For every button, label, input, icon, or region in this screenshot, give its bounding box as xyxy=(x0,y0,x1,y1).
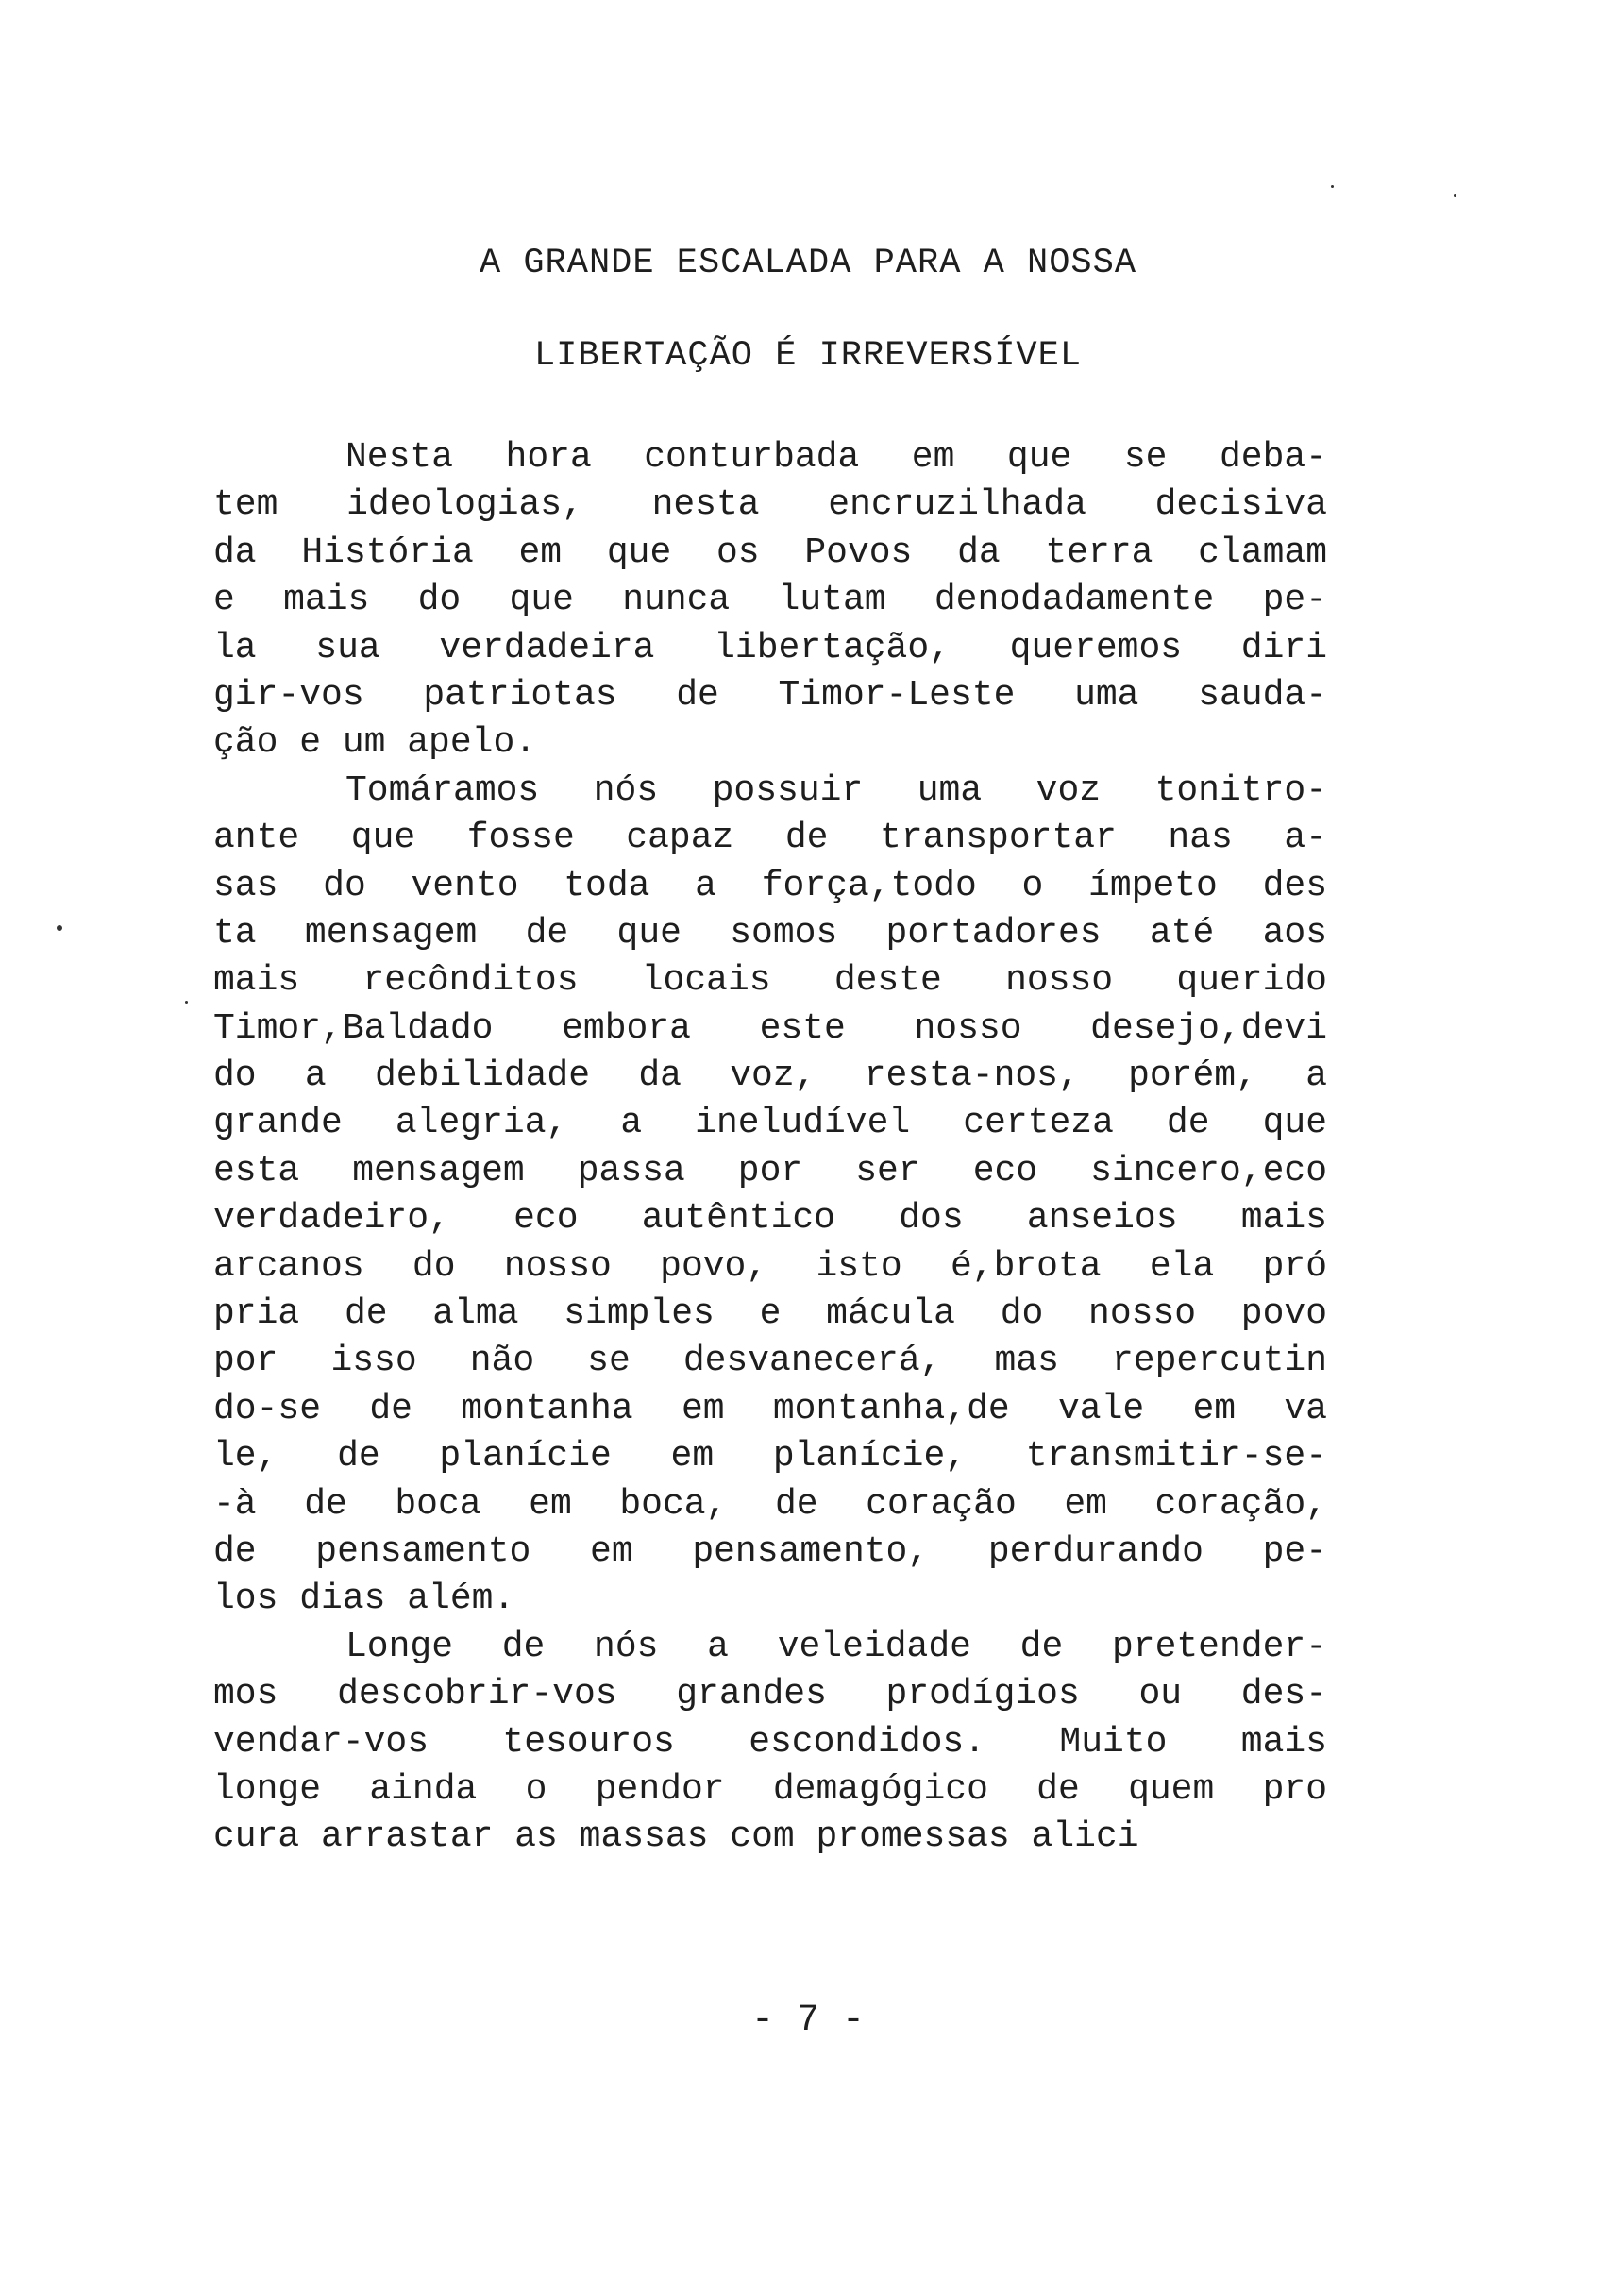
scan-speck xyxy=(57,925,62,931)
text-line: vendar-vos tesouros escondidos. Muito mais xyxy=(213,1721,1327,1763)
text-line: cura arrastar as massas com promessas alici xyxy=(213,1816,1139,1858)
text-line: -à de boca em boca, de coração em coração, xyxy=(213,1483,1327,1525)
text-line: gir-vos patriotas de Timor-Leste uma sauda- xyxy=(213,674,1327,716)
text-line: longe ainda o pendor demagógico de quem pro xyxy=(213,1768,1327,1810)
text-line: Timor,Baldado embora este nosso desejo,devi xyxy=(213,1007,1327,1049)
text-line: de pensamento em pensamento, perdurando pe- xyxy=(213,1530,1327,1572)
text-line: mais recônditos locais deste nosso querido xyxy=(213,960,1327,1002)
text-line: por isso não se desvanecerá, mas repercutin xyxy=(213,1341,1327,1382)
scan-speck xyxy=(185,1001,188,1004)
page-number: - 7 - xyxy=(750,2000,866,2042)
text-line: ante que fosse capaz de transportar nas a- xyxy=(213,818,1327,859)
scan-speck xyxy=(1331,185,1334,188)
title-line-2: LIBERTAÇÃO É IRREVERSÍVEL xyxy=(533,336,1083,376)
text-line: arcanos do nosso povo, isto é,brota ela pró xyxy=(213,1245,1327,1287)
text-line: do a debilidade da voz, resta-nos, porém, a xyxy=(213,1055,1327,1097)
text-line: sas do vento toda a força,todo o ímpeto des xyxy=(213,865,1327,906)
text-line: da História em que os Povos da terra clamam xyxy=(213,532,1327,573)
body-text xyxy=(213,434,1327,1862)
text-line: Nesta hora conturbada em que se deba- xyxy=(345,437,1327,478)
text-line: la sua verdadeira libertação, queremos diri xyxy=(213,627,1327,668)
text-line: los dias além. xyxy=(213,1578,515,1620)
text-line: do-se de montanha em montanha,de vale em va xyxy=(213,1388,1327,1429)
text-line: e mais do que nunca lutam denodadamente pe- xyxy=(213,580,1327,621)
text-line: ção e um apelo. xyxy=(213,722,537,764)
text-line: ta mensagem de que somos portadores até aos xyxy=(213,912,1327,954)
text-line: esta mensagem passa por ser eco sincero,eco xyxy=(213,1150,1327,1191)
text-line: Longe de nós a veleidade de pretender- xyxy=(345,1626,1327,1667)
text-line: le, de planície em planície, transmitir-se- xyxy=(213,1436,1327,1477)
text-line: pria de alma simples e mácula do nosso povo xyxy=(213,1293,1327,1335)
text-line: mos descobrir-vos grandes prodígios ou des- xyxy=(213,1674,1327,1715)
title-line-1: A GRANDE ESCALADA PARA A NOSSA xyxy=(479,244,1137,283)
text-line: tem ideologias, nesta encruzilhada decisiva xyxy=(213,484,1327,526)
text-line: verdadeiro, eco autêntico dos anseios mais xyxy=(213,1198,1327,1240)
text-line: grande alegria, a ineludível certeza de que xyxy=(213,1103,1327,1144)
text-line: Tomáramos nós possuir uma voz tonitro- xyxy=(345,769,1327,811)
scan-speck xyxy=(1454,194,1456,197)
